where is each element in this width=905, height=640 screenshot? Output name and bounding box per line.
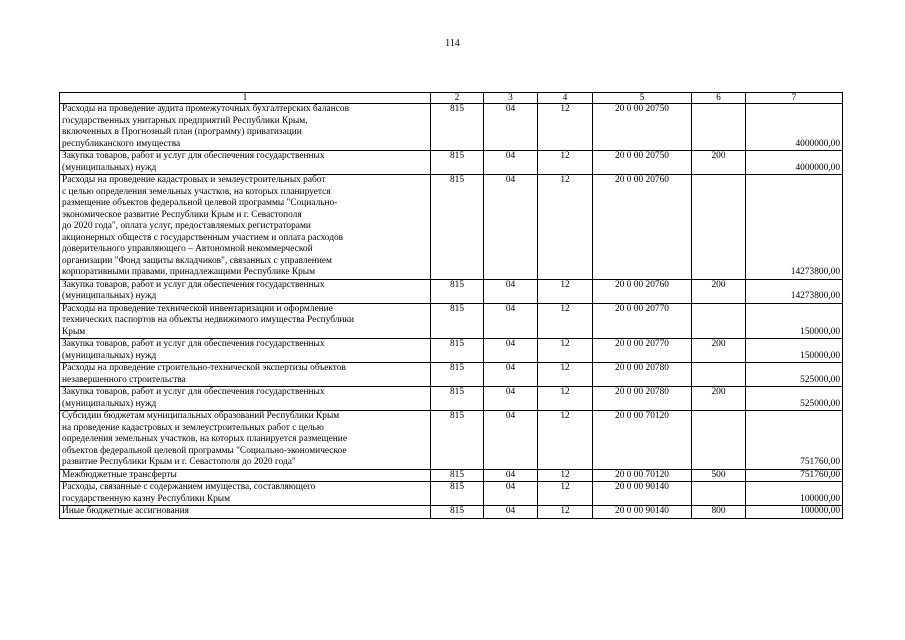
target-article-code: 20 0 00 20770 [593,303,692,339]
table-row [60,175,843,280]
section-code: 04 [484,104,538,151]
column-header: 1 [60,93,431,104]
target-article-code: 20 0 00 20770 [593,339,692,363]
table-row [60,506,843,519]
item-name: Иные бюджетные ассигнования [60,506,431,519]
table-row [60,151,843,175]
grbs-code: 815 [431,104,484,151]
expense-type-code [692,175,746,280]
item-name: Расходы, связанные с содержанием имущества, составляющего государственную казну Республики Крым [60,482,431,506]
amount: 150000,00 [746,339,843,363]
grbs-code: 815 [431,303,484,339]
amount: 100000,00 [746,506,843,519]
column-header: 5 [593,93,692,104]
table-row [60,387,843,411]
subsection-code: 12 [538,339,593,363]
item-name: Расходы на проведение строительно-технической экспертизы объектов незавершенного строительства [60,363,431,387]
item-name: Закупка товаров, работ и услуг для обеспечения государственных (муниципальных) нужд [60,339,431,363]
subsection-code: 12 [538,469,593,482]
amount: 100000,00 [746,482,843,506]
section-code: 04 [484,363,538,387]
grbs-code: 815 [431,151,484,175]
grbs-code: 815 [431,411,484,470]
grbs-code: 815 [431,339,484,363]
grbs-code: 815 [431,482,484,506]
item-name: Расходы на проведение технической инвентаризации и оформление технических паспортов на объекты недвижимого имущества Республики Крым [60,303,431,339]
table-row [60,303,843,339]
section-code: 04 [484,279,538,303]
subsection-code: 12 [538,151,593,175]
table-row [60,469,843,482]
amount: 14273800,00 [746,175,843,280]
target-article-code: 20 0 00 20780 [593,363,692,387]
amount: 14273800,00 [746,279,843,303]
grbs-code: 815 [431,506,484,519]
target-article-code: 20 0 00 70120 [593,469,692,482]
expense-type-code [692,303,746,339]
amount: 751760,00 [746,469,843,482]
item-name: Субсидии бюджетам муниципальных образований Республики Крым на проведение кадастровых и землеустроительных работ с целью определения земельных участков, на которых планируется размещение объектов федеральной целевой программы "Социально-экономическое развитие Республики Крым и г. Севастополя до 2020 года" [60,411,431,470]
grbs-code: 815 [431,175,484,280]
item-name: Межбюджетные трансферты [60,469,431,482]
amount: 150000,00 [746,303,843,339]
target-article-code: 20 0 00 20780 [593,387,692,411]
expense-type-code: 200 [692,387,746,411]
expense-type-code [692,104,746,151]
item-name: Закупка товаров, работ и услуг для обеспечения государственных (муниципальных) нужд [60,387,431,411]
expense-type-code: 800 [692,506,746,519]
column-header: 2 [431,93,484,104]
subsection-code: 12 [538,303,593,339]
section-code: 04 [484,151,538,175]
section-code: 04 [484,482,538,506]
amount: 4000000,00 [746,104,843,151]
target-article-code: 20 0 00 20750 [593,104,692,151]
subsection-code: 12 [538,411,593,470]
table-row [60,363,843,387]
budget-table [59,92,843,519]
expense-type-code: 200 [692,151,746,175]
grbs-code: 815 [431,363,484,387]
subsection-code: 12 [538,363,593,387]
amount: 4000000,00 [746,151,843,175]
subsection-code: 12 [538,506,593,519]
grbs-code: 815 [431,279,484,303]
item-name: Закупка товаров, работ и услуг для обеспечения государственных (муниципальных) нужд [60,279,431,303]
grbs-code: 815 [431,387,484,411]
amount: 525000,00 [746,363,843,387]
target-article-code: 20 0 00 20760 [593,279,692,303]
section-code: 04 [484,339,538,363]
target-article-code: 20 0 00 20750 [593,151,692,175]
target-article-code: 20 0 00 90140 [593,506,692,519]
amount: 751760,00 [746,411,843,470]
expense-type-code [692,482,746,506]
item-name: Расходы на проведение кадастровых и землеустроительных работ с целью определения земельных участков, на которых планируется размещение объектов федеральной целевой программы "Социально- экономическое развитие Республики Крым и г. Севастополя до 2020 года", оплата услуг, предоставляемых регистраторами акционерных обществ с государственным участием и оплата расходов доверительного управляющего – Автономной некоммерческой организации "Фонд защиты вкладчиков", связанных с управлением корпоративными правами, принадлежащими Республике Крым [60,175,431,280]
expense-type-code [692,363,746,387]
amount: 525000,00 [746,387,843,411]
expense-type-code: 200 [692,279,746,303]
table-header-row [60,93,843,104]
column-header: 4 [538,93,593,104]
column-header: 6 [692,93,746,104]
column-header: 7 [746,93,843,104]
table-row [60,104,843,151]
section-code: 04 [484,469,538,482]
subsection-code: 12 [538,279,593,303]
item-name: Закупка товаров, работ и услуг для обеспечения государственных (муниципальных) нужд [60,151,431,175]
table-row [60,279,843,303]
page-number: 114 [445,38,460,49]
table-row [60,339,843,363]
section-code: 04 [484,387,538,411]
subsection-code: 12 [538,482,593,506]
target-article-code: 20 0 00 70120 [593,411,692,470]
expense-type-code: 500 [692,469,746,482]
target-article-code: 20 0 00 20760 [593,175,692,280]
target-article-code: 20 0 00 90140 [593,482,692,506]
grbs-code: 815 [431,469,484,482]
section-code: 04 [484,303,538,339]
subsection-code: 12 [538,104,593,151]
expense-type-code [692,411,746,470]
expense-type-code: 200 [692,339,746,363]
section-code: 04 [484,506,538,519]
column-header: 3 [484,93,538,104]
section-code: 04 [484,175,538,280]
item-name: Расходы на проведение аудита промежуточных бухгалтерских балансов государственных унитарных предприятий Республики Крым, включенных в Прогнозный план (программу) приватизации республиканского имущества [60,104,431,151]
subsection-code: 12 [538,387,593,411]
table-row [60,482,843,506]
table-row [60,411,843,470]
subsection-code: 12 [538,175,593,280]
section-code: 04 [484,411,538,470]
